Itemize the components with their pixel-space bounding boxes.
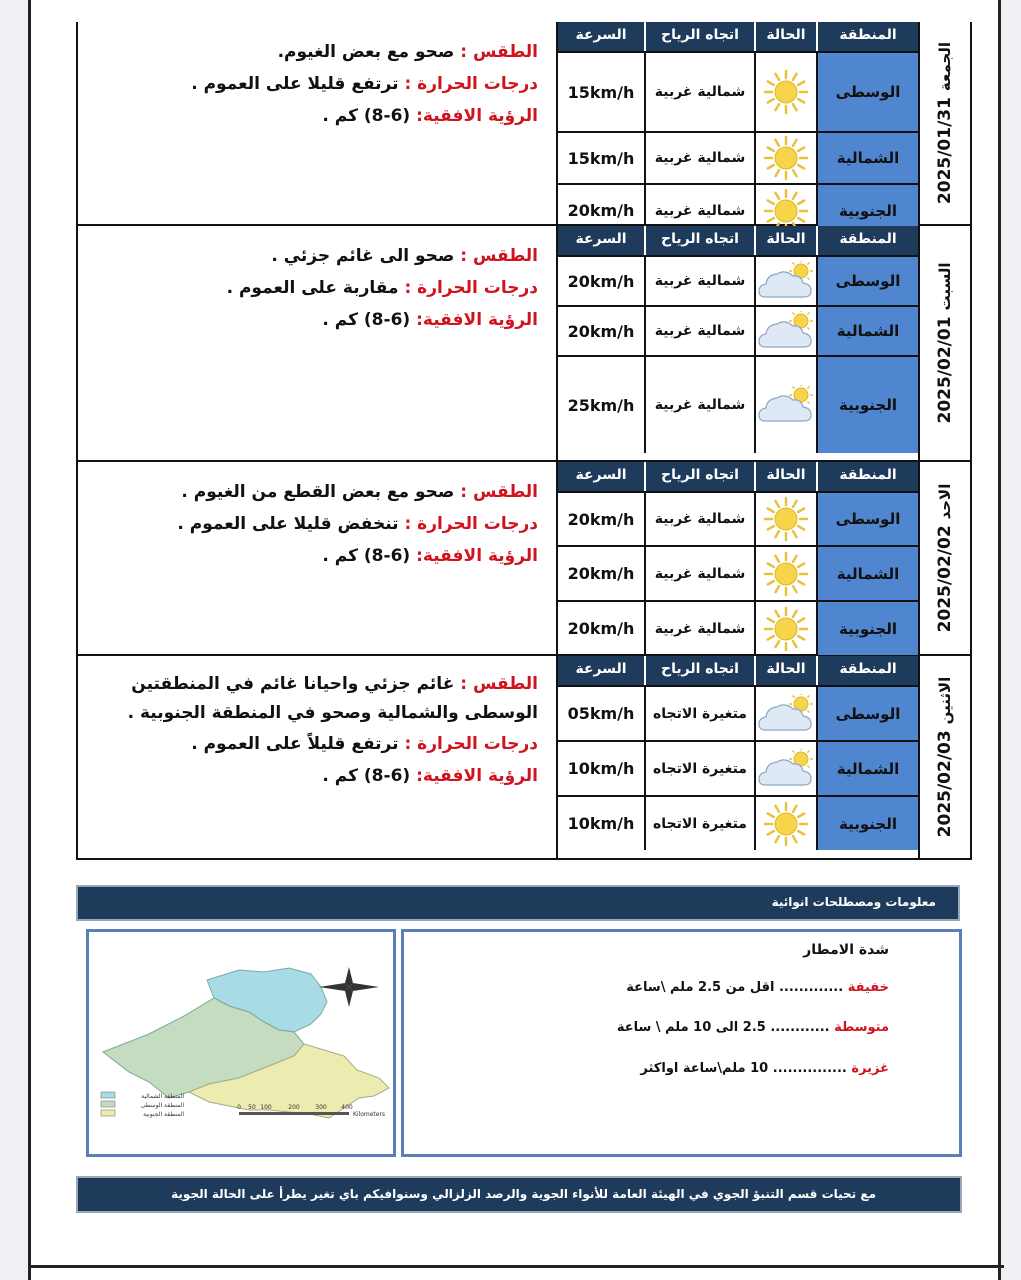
scale-tick-100: 100	[260, 1104, 272, 1111]
header-region: المنطقة	[839, 467, 897, 483]
day-block	[78, 22, 970, 226]
weather-state-cell	[756, 53, 818, 131]
date-label	[935, 677, 955, 838]
header-state: الحالة	[756, 656, 818, 685]
wind-speed: 20km/h	[558, 602, 646, 655]
legend-label-south: المنطقة الجنوبية	[143, 1111, 184, 1118]
wind-direction: شمالية غربية	[646, 547, 756, 600]
weather-label: الطقس :	[460, 42, 538, 62]
weather-line	[88, 670, 538, 728]
day-name: الاحد	[936, 483, 954, 520]
region-name: الوسطى	[818, 257, 918, 305]
weather-state-cell	[756, 257, 818, 305]
table-row	[558, 545, 918, 600]
region-name: الشمالية	[818, 547, 918, 600]
weather-state-cell	[756, 687, 818, 740]
date-label	[935, 484, 955, 633]
wind-speed: 10km/h	[558, 742, 646, 795]
wind-direction: شمالية غربية	[646, 185, 756, 236]
weather-state-cell	[756, 493, 818, 545]
rain-heavy-text: ............... 10 ملم\ساعة اواكثر	[640, 1061, 847, 1076]
weather-description	[78, 226, 558, 460]
forecast-table	[76, 22, 972, 860]
visibility-label: الرؤية الافقية:	[416, 106, 538, 126]
document-border-bottom	[28, 1265, 1004, 1268]
visibility-label: الرؤية الافقية:	[416, 766, 538, 786]
scale-tick-0: 0	[237, 1104, 241, 1111]
region-name: الجنوبية	[818, 797, 918, 850]
legend-swatch-central	[101, 1101, 115, 1107]
scale-unit: Kilometers	[352, 1111, 386, 1118]
weather-label: الطقس :	[460, 674, 538, 694]
wind-speed: 05km/h	[558, 687, 646, 740]
sun-icon	[763, 69, 809, 115]
rain-moderate-label: متوسطة	[834, 1020, 889, 1035]
info-bar	[76, 885, 960, 921]
wind-speed: 25km/h	[558, 357, 646, 453]
scale-tick-400: 400	[341, 1104, 353, 1111]
weather-text: صحو مع بعض القطع من الغيوم .	[181, 482, 455, 502]
sun-icon	[763, 135, 809, 181]
footer-text: مع تحيات قسم التنبؤ الجوي في الهيئة العامة للأنواء الجوية والرصد الزلزالي وسنوافيكم باي تغير يطرأ على الحالة الجوية	[171, 1187, 876, 1201]
header-region: المنطقة	[839, 661, 897, 677]
rain-title: شدة الامطار	[803, 942, 889, 958]
wind-direction: شمالية غربية	[646, 133, 756, 183]
temperature-label: درجات الحرارة :	[404, 74, 538, 94]
weather-state-cell	[756, 133, 818, 183]
scale-tick-300: 300	[315, 1104, 327, 1111]
wind-speed: 20km/h	[558, 493, 646, 545]
page-frame-left	[0, 0, 28, 1280]
weather-description	[78, 462, 558, 654]
visibility-text: (6-8) كم .	[322, 546, 411, 566]
wind-direction: متغيرة الاتجاه	[646, 742, 756, 795]
sun-icon	[763, 606, 809, 652]
header-wind-dir: اتجاه الرياح	[646, 226, 756, 255]
sun-icon	[763, 496, 809, 542]
temperature-label: درجات الحرارة :	[404, 514, 538, 534]
table-row	[558, 51, 918, 131]
wind-speed: 15km/h	[558, 133, 646, 183]
temperature-line	[88, 68, 538, 100]
region-table	[558, 462, 918, 654]
date-column	[918, 656, 970, 858]
region-name: الشمالية	[818, 742, 918, 795]
cloud-sun-icon	[757, 385, 815, 425]
rain-light-label: خفيفة	[847, 980, 889, 995]
header-region: المنطقة	[839, 231, 897, 247]
sun-icon	[763, 801, 809, 847]
date-value: 2025/01/31	[935, 97, 955, 205]
weather-state-cell	[756, 307, 818, 355]
region-name: الشمالية	[818, 133, 918, 183]
wind-speed: 20km/h	[558, 257, 646, 305]
wind-direction: متغيرة الاتجاه	[646, 797, 756, 850]
table-header	[558, 22, 918, 51]
date-column	[918, 226, 970, 460]
date-value: 2025/02/02	[935, 525, 955, 633]
weather-line	[88, 476, 538, 508]
visibility-line	[88, 760, 538, 792]
rain-row-moderate	[617, 1020, 889, 1035]
rain-heavy-label: غزيرة	[851, 1061, 889, 1076]
rain-row-heavy	[640, 1061, 889, 1076]
day-block	[78, 226, 970, 462]
weather-description	[78, 656, 558, 858]
page-frame-right	[1001, 0, 1021, 1280]
legend-swatch-south	[101, 1110, 115, 1116]
header-wind-dir: اتجاه الرياح	[646, 462, 756, 491]
legend-label-central: المنطقة الوسطى	[140, 1102, 184, 1109]
weather-state-cell	[756, 602, 818, 655]
document-border-right	[998, 0, 1001, 1280]
wind-speed: 20km/h	[558, 547, 646, 600]
header-region: المنطقة	[839, 27, 897, 43]
wind-direction: شمالية غربية	[646, 307, 756, 355]
region-name: الوسطى	[818, 53, 918, 131]
table-row	[558, 600, 918, 655]
legend-label-north: المنطقة الشمالية	[141, 1093, 184, 1100]
date-value: 2025/02/01	[935, 316, 955, 424]
wind-speed: 20km/h	[558, 185, 646, 236]
visibility-text: (6-8) كم .	[322, 106, 411, 126]
weather-label: الطقس :	[460, 482, 538, 502]
rain-light-text: ............. اقل من 2.5 ملم \ساعة	[626, 980, 844, 995]
header-state: الحالة	[756, 462, 818, 491]
weather-text: صحو مع بعض الغيوم.	[277, 42, 455, 62]
wind-direction: متغيرة الاتجاه	[646, 687, 756, 740]
rain-row-light	[626, 980, 889, 995]
header-speed: السرعة	[558, 462, 646, 491]
region-table	[558, 656, 918, 858]
header-speed: السرعة	[558, 226, 646, 255]
visibility-line	[88, 100, 538, 132]
rain-intensity-panel	[401, 929, 962, 1157]
iraq-regions-map	[89, 932, 393, 1154]
header-speed: السرعة	[558, 656, 646, 685]
table-row	[558, 740, 918, 795]
day-name: الجمعة	[936, 41, 954, 92]
region-name: الشمالية	[818, 307, 918, 355]
wind-speed: 10km/h	[558, 797, 646, 850]
temperature-line	[88, 728, 538, 760]
region-name: الجنوبية	[818, 357, 918, 453]
weather-description	[78, 22, 558, 224]
region-table	[558, 226, 918, 460]
cloud-sun-icon	[757, 261, 815, 301]
wind-speed: 20km/h	[558, 307, 646, 355]
table-row	[558, 305, 918, 355]
table-header	[558, 226, 918, 255]
table-header	[558, 656, 918, 685]
compass-icon	[319, 967, 379, 1007]
day-name: السبت	[936, 262, 954, 311]
cloud-sun-icon	[757, 694, 815, 734]
weather-state-cell	[756, 797, 818, 850]
weather-state-cell	[756, 357, 818, 453]
region-name: الجنوبية	[818, 185, 918, 236]
day-block	[78, 656, 970, 858]
region-name: الوسطى	[818, 493, 918, 545]
weather-state-cell	[756, 547, 818, 600]
scale-tick-50: 50	[248, 1104, 256, 1111]
visibility-text: (6-8) كم .	[322, 310, 411, 330]
visibility-label: الرؤية الافقية:	[416, 310, 538, 330]
visibility-line	[88, 304, 538, 336]
visibility-text: (6-8) كم .	[322, 766, 411, 786]
table-header	[558, 462, 918, 491]
temperature-text: تنخفض قليلا على العموم .	[177, 514, 399, 534]
temperature-line	[88, 272, 538, 304]
date-column	[918, 462, 970, 654]
rain-moderate-text: ............ 2.5 الى 10 ملم \ ساعة	[616, 1020, 830, 1035]
temperature-text: مقاربة على العموم .	[226, 278, 399, 298]
table-row	[558, 255, 918, 305]
wind-direction: شمالية غربية	[646, 357, 756, 453]
table-row	[558, 131, 918, 183]
day-name: الاثنين	[936, 676, 954, 725]
wind-direction: شمالية غربية	[646, 53, 756, 131]
wind-direction: شمالية غربية	[646, 257, 756, 305]
date-column	[918, 22, 970, 224]
regions-map-panel	[86, 929, 396, 1157]
visibility-line	[88, 540, 538, 572]
table-row	[558, 491, 918, 545]
weather-label: الطقس :	[460, 246, 538, 266]
cloud-sun-icon	[757, 749, 815, 789]
header-wind-dir: اتجاه الرياح	[646, 22, 756, 51]
date-value: 2025/02/03	[935, 730, 955, 838]
weather-state-cell	[756, 742, 818, 795]
table-row	[558, 355, 918, 453]
temperature-line	[88, 508, 538, 540]
header-state: الحالة	[756, 22, 818, 51]
region-name: الجنوبية	[818, 602, 918, 655]
temperature-text: ترتفع قليلاً على العموم .	[191, 734, 399, 754]
day-block	[78, 462, 970, 656]
info-bar-title: معلومات ومصطلحات انوائية	[771, 895, 936, 909]
weather-line	[88, 240, 538, 272]
footer-bar	[76, 1176, 962, 1213]
weather-text: صحو الى غائم جزئي .	[271, 246, 455, 266]
region-name: الوسطى	[818, 687, 918, 740]
sun-icon	[763, 551, 809, 597]
table-row	[558, 685, 918, 740]
cloud-sun-icon	[757, 311, 815, 351]
legend-swatch-north	[101, 1092, 115, 1098]
wind-direction: شمالية غربية	[646, 493, 756, 545]
weather-line	[88, 36, 538, 68]
wind-speed: 15km/h	[558, 53, 646, 131]
temperature-label: درجات الحرارة :	[404, 734, 538, 754]
region-table	[558, 22, 918, 224]
temperature-text: ترتفع قليلا على العموم .	[191, 74, 399, 94]
wind-direction: شمالية غربية	[646, 602, 756, 655]
weather-text: غائم جزئي واحيانا غائم في المنطقتين الوسطى والشمالية وصحو في المنطقة الجنوبية .	[127, 674, 538, 723]
temperature-label: درجات الحرارة :	[404, 278, 538, 298]
date-label	[935, 262, 955, 423]
header-wind-dir: اتجاه الرياح	[646, 656, 756, 685]
header-speed: السرعة	[558, 22, 646, 51]
header-state: الحالة	[756, 226, 818, 255]
scale-tick-200: 200	[288, 1104, 300, 1111]
document-border-left	[28, 0, 31, 1280]
visibility-label: الرؤية الافقية:	[416, 546, 538, 566]
table-row	[558, 795, 918, 850]
date-label	[935, 42, 955, 204]
